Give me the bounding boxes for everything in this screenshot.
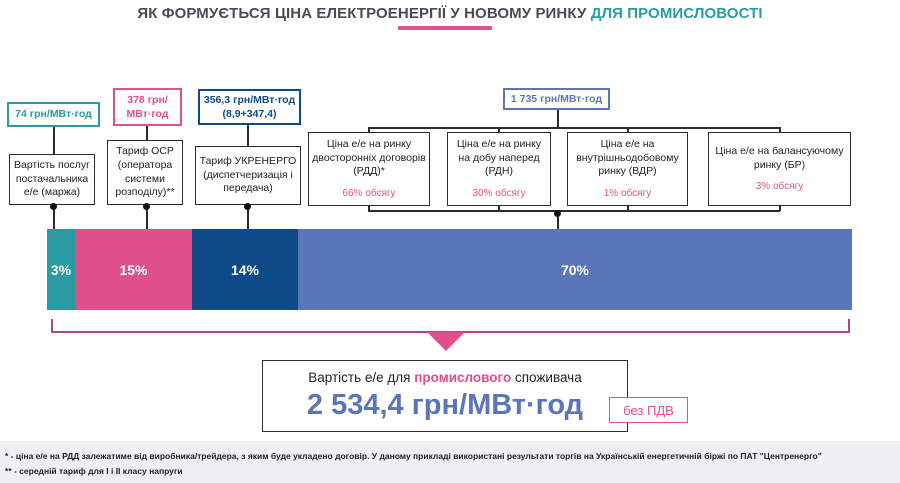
market-box-rdd [308,132,430,206]
page-title [0,5,900,22]
bar-label-energy: 70% [560,261,590,278]
supplier-margin-label: Вартість послуг постачальника е/е (маржа) [13,159,91,199]
supplier-price-tag [7,102,100,127]
title-highlight: ДЛЯ ПРОМИСЛОВОСТІ [590,5,763,22]
market-label-rdd: Ціна е/е на ринку двосторонніх договорів (РДД)* [312,138,426,178]
result-caption [263,370,627,385]
bar-label-supplier: 3% [50,261,72,278]
result-caption-highlight: промислового [414,370,512,385]
market-bracket-br [779,127,781,132]
osr-price-line1: 378 грн/ [127,93,168,106]
market-bracket-rdd [368,127,370,132]
market-label-vdr: Ціна е/е на внутрішньодобовому ринку (ВДР) [576,138,679,178]
bar-segment-supplier [47,229,75,310]
market-share-rdn: 30% обсягу [472,187,526,199]
market-bottom-rdd [368,206,370,211]
ukrenergo-price-line2: (8,9+347,4) [222,108,277,120]
osr-price-tag [113,88,182,126]
market-price: 1 735 грн/МВт·год [510,92,603,105]
market-bracket-vdr [627,127,629,132]
market-label-br: Ціна е/е на балансуючому ринку (БР) [715,144,844,171]
bar-label-osr: 15% [119,261,148,278]
bar-segment-ukrenergo [192,229,298,310]
osr-tariff-label: Тариф ОСР (оператора системи розподілу)** [115,145,175,199]
market-box-vdr [567,132,688,206]
total-brace [51,319,850,333]
market-bottom-vdr [627,206,629,211]
bar-segment-energy [298,229,852,310]
vat-label: без ПДВ [623,402,674,418]
supplier-price: 74 грн/МВт·год [15,108,92,121]
osr-price-line2: МВт·год [126,108,169,120]
market-bottom-br [779,206,781,211]
title-main: ЯК ФОРМУЄТЬСЯ ЦІНА ЕЛЕКТРОЕНЕРГІЇ У НОВОМУ РИНКУ [137,5,587,22]
ukrenergo-tariff-label: Тариф УКРЕНЕРГО (диспетчеризація і передача) [199,155,297,195]
market-share-br: 3% обсягу [755,181,804,193]
market-bracket-rdn [498,127,500,132]
vat-badge [609,397,688,423]
osr-connector-dot [143,203,150,210]
ukrenergo-price-line1: 356,3 грн/МВт·год [203,93,296,106]
result-box [262,360,628,432]
supplier-margin-box [9,154,95,205]
market-share-rdd: 66% обсягу [342,187,396,199]
market-label-rdn: Ціна е/е на ринку на добу наперед (РДН) [456,138,542,178]
result-caption-before: Вартість е/е для [308,370,415,385]
bar-label-ukrenergo: 14% [230,261,260,278]
market-bracket-top [368,127,780,129]
down-arrow-icon [427,332,465,351]
result-caption-after: споживача [511,370,582,385]
supplier-connector-dot [50,203,57,210]
market-share-vdr: 1% обсягу [603,187,652,199]
ukrenergo-tag-connector [247,125,249,146]
market-box-br [708,132,851,206]
title-underline [398,26,492,30]
market-price-tag [503,88,610,110]
ukrenergo-connector-dot [244,203,251,210]
osr-tag-connector [146,126,148,140]
market-box-rdn [447,132,551,206]
footnote-2: ** - середній тариф для І і ІІ класу напруги [5,466,183,477]
market-bottom-bracket [368,210,780,212]
osr-tariff-box [107,140,183,205]
footnote-1: * - ціна е/е на РДД залежатиме від виробника/трейдера, з яким буде укладено договір. У даному прикладі використані результати торгів на Українській енергетичній біржі по ПАТ "Центренерго" [5,451,822,461]
ukrenergo-tariff-box [195,146,301,205]
supplier-tag-connector [53,127,55,154]
ukrenergo-price-tag [198,89,301,125]
result-value: 2 534,4 грн/МВт·год [306,389,584,421]
market-connector-dot [554,210,561,217]
market-tag-connector [557,110,559,128]
bar-segment-osr [75,229,192,310]
market-bottom-rdn [498,206,500,211]
footnotes [0,441,900,483]
